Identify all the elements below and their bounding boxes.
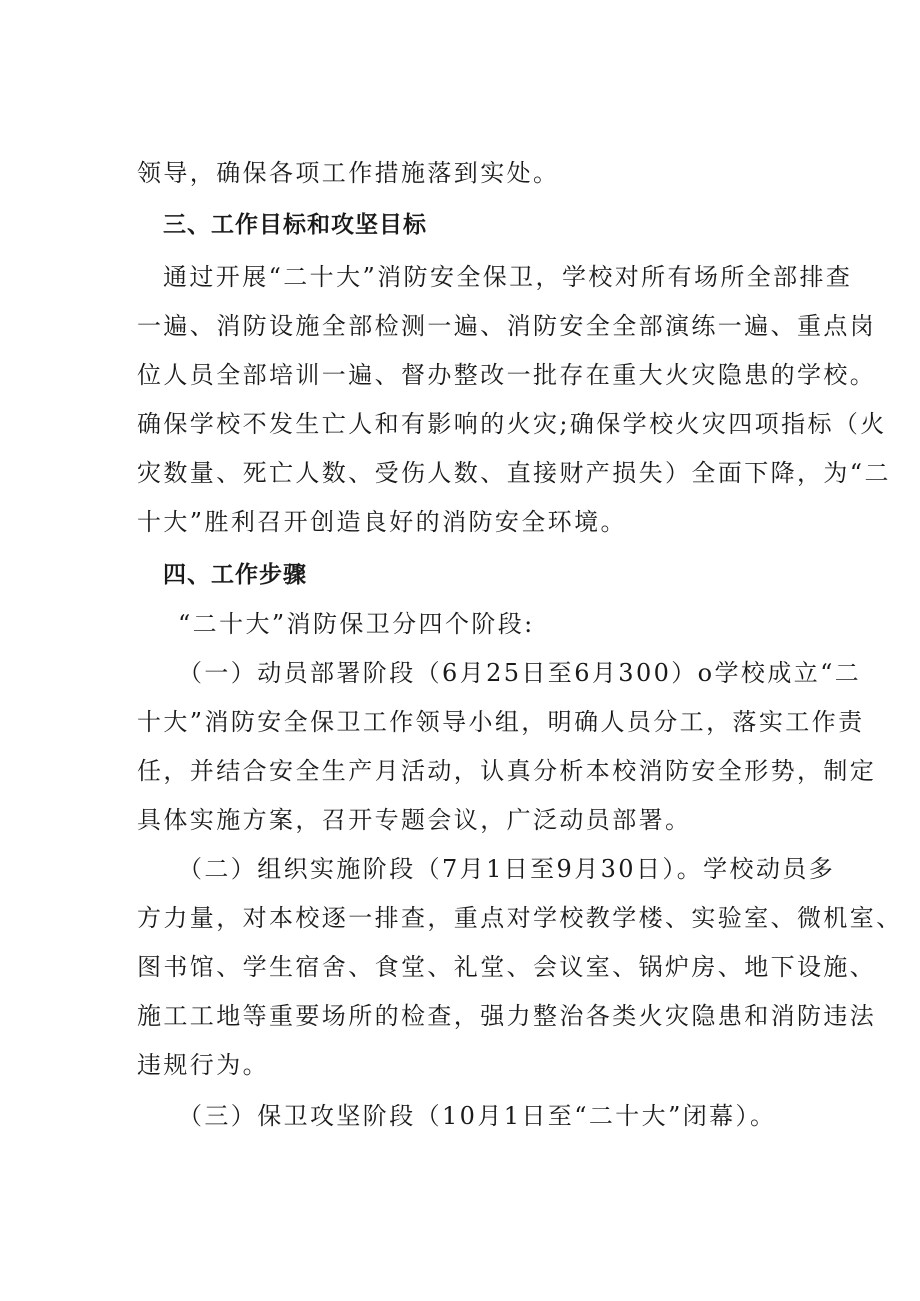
paragraph-line: 方力量，对本校逐一排查，重点对学校教学楼、实验室、微机室、 [137,904,903,932]
paragraph-line: （三）保卫攻坚阶段（10月1日至“二十大”闭幕）。 [178,1102,777,1130]
paragraph-line: 确保学校不发生亡人和有影响的火灾;确保学校火灾四项指标（火 [137,410,887,438]
section-heading-4: 四、工作步骤 [163,562,307,588]
paragraph-line: 任，并结合安全生产月活动，认真分析本校消防安全形势，制定 [137,757,877,785]
paragraph-line: 灾数量、死亡人数、受伤人数、直接财产损失）全面下降，为“二 [137,459,891,487]
paragraph-line: 具体实施方案，召开专题会议，广泛动员部署。 [137,806,692,834]
paragraph-line: （二）组织实施阶段（7月1日至9月30日）。学校动员多 [178,855,836,883]
paragraph-line: 十大”胜利召开创造良好的消防安全环境。 [137,508,627,536]
paragraph-line: 通过开展“二十大”消防安全保卫，学校对所有场所全部排查 [163,263,853,291]
paragraph-line: 领导，确保各项工作措施落到实处。 [137,159,560,187]
paragraph-line: 十大”消防安全保卫工作领导小组，明确人员分工，落实工作责 [137,708,865,736]
paragraph-line: 违规行为。 [137,1051,269,1079]
paragraph-line: 图书馆、学生宿舍、食堂、礼堂、会议室、锅炉房、地下设施、 [137,953,877,981]
paragraph-line: （一）动员部署阶段（6月25日至6月300）o学校成立“二 [178,659,862,687]
paragraph-line: “二十大”消防保卫分四个阶段: [178,610,535,638]
section-heading-3: 三、工作目标和攻坚目标 [163,212,427,238]
paragraph-line: 施工工地等重要场所的检查，强力整治各类火灾隐患和消防违法 [137,1002,877,1030]
paragraph-line: 位人员全部培训一遍、督办整改一批存在重大火灾隐患的学校。 [137,361,877,389]
paragraph-line: 一遍、消防设施全部检测一遍、消防安全全部演练一遍、重点岗 [137,312,877,340]
